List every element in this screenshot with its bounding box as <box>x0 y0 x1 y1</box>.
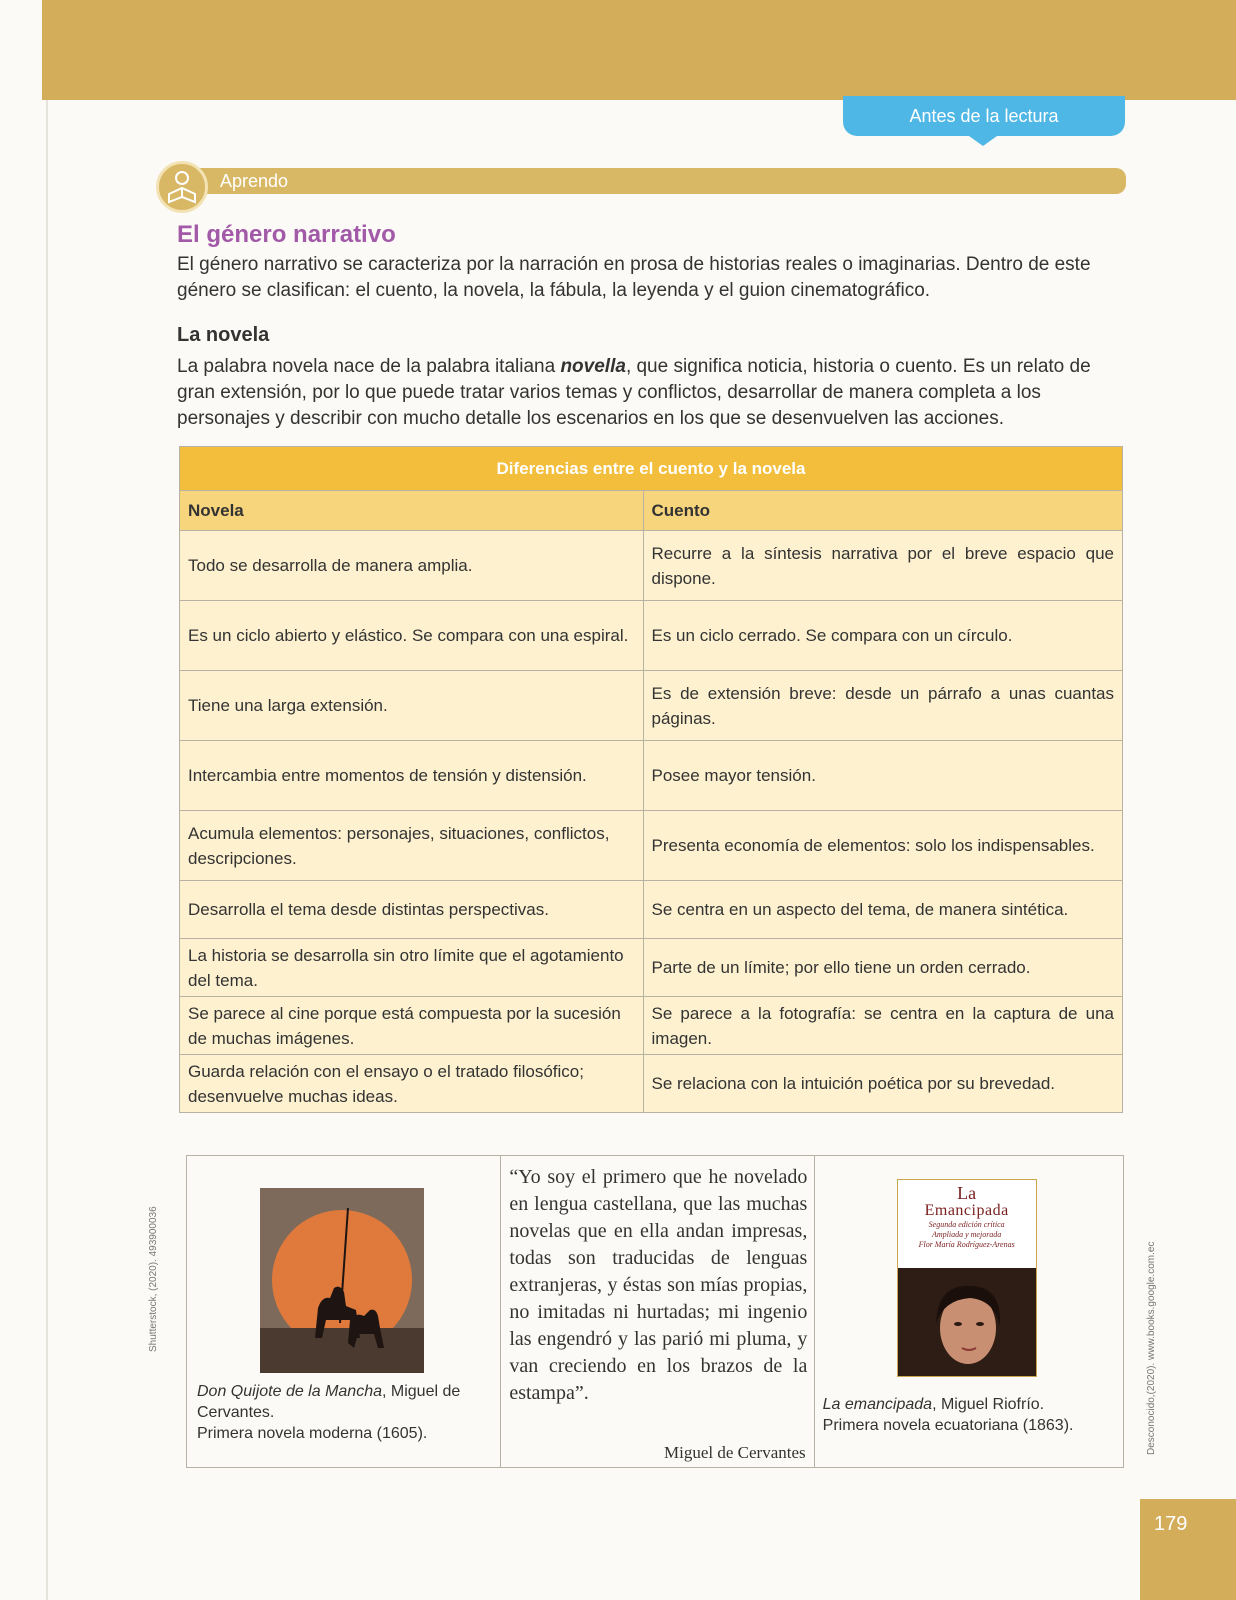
section-tab <box>843 96 1125 136</box>
emancipada-caption-author: , Miguel Riofrío. <box>932 1396 1045 1413</box>
quijote-caption-author: , Miguel de Cervantes. <box>197 1383 461 1421</box>
table-row <box>180 881 1123 939</box>
reader-icon-glyph <box>159 164 205 210</box>
quote-panel <box>501 1156 814 1467</box>
novela-paragraph <box>177 354 1119 432</box>
quote-author: Miguel de Cervantes <box>664 1443 806 1462</box>
table-row <box>180 939 1123 997</box>
bottom-feature-box <box>186 1155 1124 1468</box>
top-color-band <box>42 0 1236 100</box>
book-title-line2: Emancipada <box>924 1202 1009 1219</box>
book-title <box>898 1184 1036 1250</box>
book-editor: Flor María Rodríguez-Arenas <box>918 1240 1015 1249</box>
table-cell-novela: Guarda relación con el ensayo o el tratado filosófico; desenvuelve muchas ideas. <box>180 1055 644 1113</box>
emancipada-caption-title: La emancipada <box>822 1396 933 1413</box>
page-number: 179 <box>1140 1499 1236 1600</box>
aprendo-label: Aprendo <box>220 171 289 191</box>
table-row <box>180 531 1123 601</box>
section-subtitle: La novela <box>177 324 270 346</box>
table-cell-novela: Desarrolla el tema desde distintas perspectivas. <box>180 881 644 939</box>
table-cell-cuento: Se centra en un aspecto del tema, de manera sintética. <box>643 881 1123 939</box>
page-title: El género narrativo <box>177 221 396 248</box>
column-header-cuento: Cuento <box>643 491 1123 531</box>
table-cell-novela: Intercambia entre momentos de tensión y distensión. <box>180 741 644 811</box>
table-row <box>180 671 1123 741</box>
image-credit-right: Desconocido,(2020). www.books.google.com.ec <box>1146 1241 1157 1455</box>
novella-term: novella <box>560 356 626 377</box>
cervantes-quote: “Yo soy el primero que he novelado en lengua castellana, que las muchas novelas que en ella andan impresas, todas son traducidas de lenguas extranjeras, y éstas son mías propias, no imitadas ni hurtadas; mi ingenio las engendró y las parió mi pluma, y van creciendo en los brazos de la estampa”. <box>509 1166 808 1404</box>
table-row <box>180 811 1123 881</box>
table-cell-cuento: Se relaciona con la intuición poética por su brevedad. <box>643 1055 1123 1113</box>
portrait-icon <box>898 1268 1036 1377</box>
book-edition: Segunda edición crítica <box>928 1220 1005 1229</box>
table-cell-novela: Acumula elementos: personajes, situaciones, conflictos, descripciones. <box>180 811 644 881</box>
novela-paragraph-end: , que significa noticia, historia o cuento. Es un relato de gran extensión, por lo que puede tratar varios temas y conflictos, desarrollar de manera completa a los personajes y describir con mucho detalle los escenarios en los que se desenvuelven las acciones. <box>177 356 1091 429</box>
table-cell-novela: Se parece al cine porque está compuesta por la sucesión de muchas imágenes. <box>180 997 644 1055</box>
table-cell-novela: Tiene una larga extensión. <box>180 671 644 741</box>
quijote-caption-title: Don Quijote de la Mancha <box>197 1383 382 1400</box>
table-cell-novela: La historia se desarrolla sin otro límite que el agotamiento del tema. <box>180 939 644 997</box>
table-row <box>180 601 1123 671</box>
table-title: Diferencias entre el cuento y la novela <box>180 447 1123 491</box>
quijote-caption <box>197 1381 497 1444</box>
aprendo-bar <box>186 168 1126 194</box>
book-portrait <box>898 1268 1036 1377</box>
table-cell-novela: Todo se desarrolla de manera amplia. <box>180 531 644 601</box>
quijote-silhouette-icon <box>260 1188 424 1373</box>
table-cell-cuento: Se parece a la fotografía: se centra en la captura de una imagen. <box>643 997 1123 1055</box>
section-tab-label: Antes de la lectura <box>909 105 1059 126</box>
table-row <box>180 741 1123 811</box>
quijote-panel <box>187 1156 501 1467</box>
quijote-illustration <box>260 1188 424 1373</box>
table-cell-cuento: Es de extensión breve: desde un párrafo a unas cuantas páginas. <box>643 671 1123 741</box>
quijote-caption-note: Primera novela moderna (1605). <box>197 1425 428 1442</box>
column-header-novela: Novela <box>180 491 644 531</box>
table-cell-cuento: Posee mayor tensión. <box>643 741 1123 811</box>
book-title-line1: La <box>957 1183 977 1203</box>
table-cell-cuento: Parte de un límite; por ello tiene un orden cerrado. <box>643 939 1123 997</box>
intro-paragraph: El género narrativo se caracteriza por la narración en prosa de historias reales o imaginarias. Dentro de este género se clasifican: el cuento, la novela, la fábula, la leyenda y el guion cinematográfico. <box>177 254 1091 301</box>
emancipada-caption <box>823 1394 1119 1436</box>
page-margin-line <box>46 100 48 1600</box>
image-credit-left: Shutterstock, (2020). 493900036 <box>148 1206 159 1352</box>
book-cover <box>897 1179 1037 1377</box>
emancipada-panel <box>815 1156 1123 1467</box>
table-cell-cuento: Es un ciclo cerrado. Se compara con un círculo. <box>643 601 1123 671</box>
table-cell-cuento: Presenta economía de elementos: solo los indispensables. <box>643 811 1123 881</box>
table-row <box>180 1055 1123 1113</box>
table-cell-novela: Es un ciclo abierto y elástico. Se compara con una espiral. <box>180 601 644 671</box>
novela-paragraph-start: La palabra novela nace de la palabra italiana <box>177 356 561 377</box>
reader-icon <box>156 161 208 213</box>
book-edition-note: Ampliada y mejorada <box>931 1230 1002 1239</box>
emancipada-caption-note: Primera novela ecuatoriana (1863). <box>822 1417 1074 1434</box>
comparison-table <box>179 446 1123 1113</box>
table-cell-cuento: Recurre a la síntesis narrativa por el breve espacio que dispone. <box>643 531 1123 601</box>
table-row <box>180 997 1123 1055</box>
